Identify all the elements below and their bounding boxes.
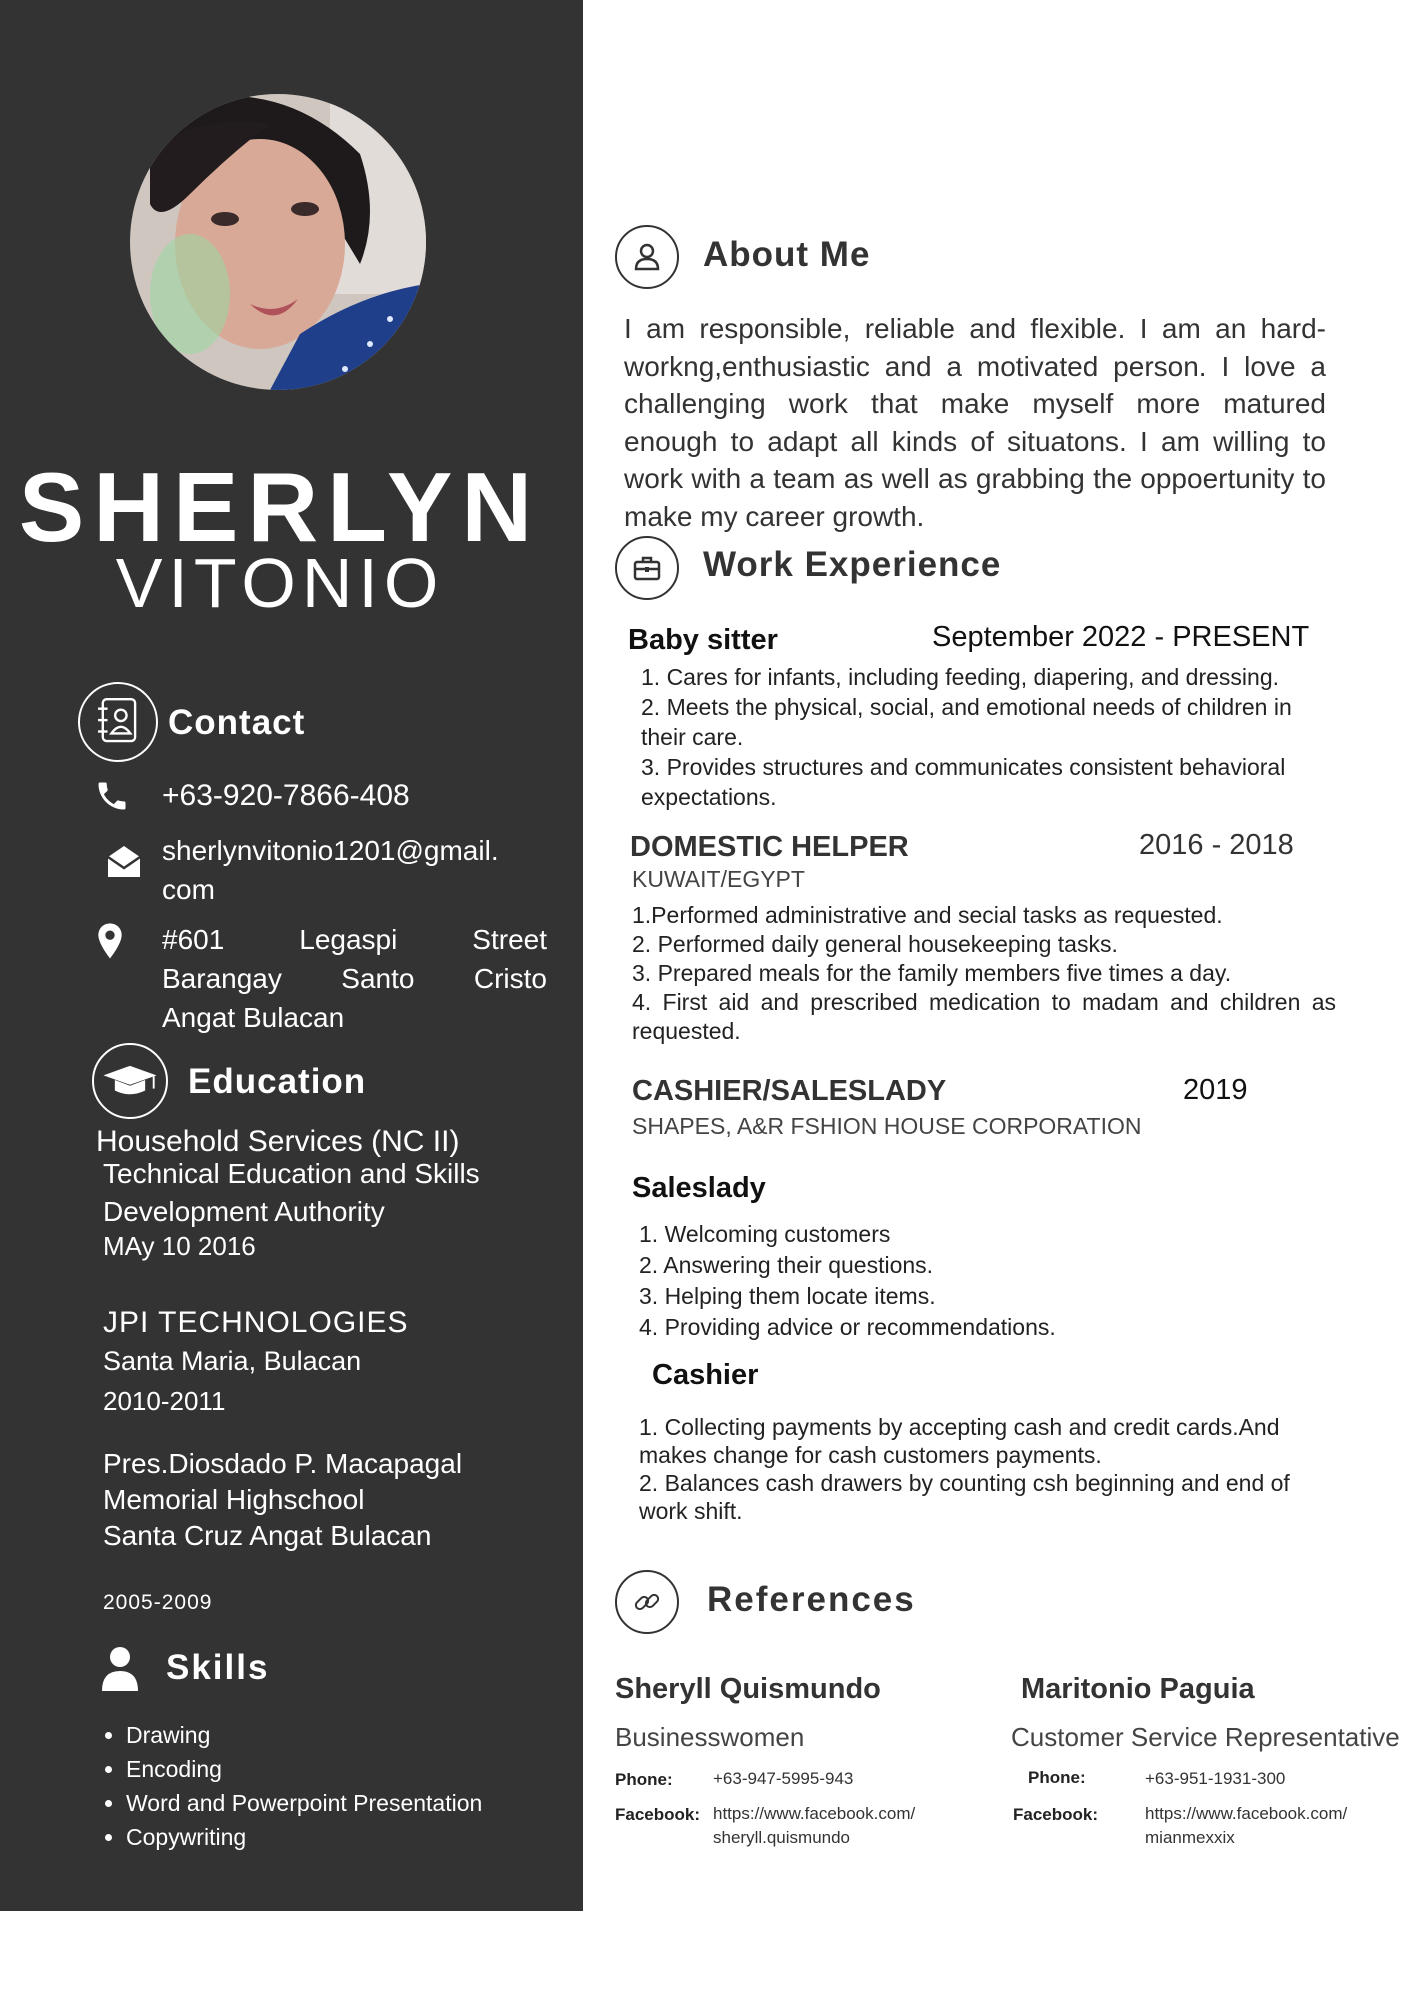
job-2-location: KUWAIT/EGYPT — [632, 866, 805, 892]
phone-icon — [94, 776, 132, 818]
education-2-location: Santa Maria, Bulacan — [103, 1346, 362, 1376]
contact-phone: +63-920-7866-408 — [162, 779, 410, 812]
skill-item: • Encoding — [126, 1752, 482, 1786]
job-2-duties — [632, 901, 1336, 1046]
job-1-title: Baby sitter — [628, 624, 778, 656]
last-name: VITONIO — [115, 544, 445, 622]
list-item: 2. Performed daily general housekeeping tasks. — [632, 931, 1118, 957]
list-item: 3. Provides structures and communicates consistent behavioral expectations. — [641, 754, 1286, 810]
about-text: I am responsible, reliable and flexible. I am an hard-workng,enthusiastic and a motivated person. I love a challenging work that make myself more matured enough to adapt all kinds of situatons. I am willing to work with a team as well as grabbing the oppoertunity to make my career growth. — [624, 313, 1326, 532]
ref-2-phone: +63-951-1931-300 — [1145, 1769, 1286, 1788]
user-icon — [615, 225, 679, 289]
address-line-1: #601 Legaspi Street — [162, 924, 547, 955]
profile-photo — [130, 94, 426, 390]
skill-item: • Copywriting — [126, 1820, 482, 1854]
contact-email-line1: sherlynvitonio1201@gmail. — [162, 835, 499, 866]
ref-2-phone-label: Phone: — [1028, 1768, 1086, 1787]
ref-2-role: Customer Service Representative — [1011, 1722, 1400, 1752]
ref-2-name: Maritonio Paguia — [1021, 1673, 1255, 1705]
work-heading: Work Experience — [703, 545, 1002, 584]
ref-1-phone: +63-947-5995-943 — [713, 1769, 854, 1788]
list-item: 2. Balances cash drawers by counting csh beginning and end of work shift. — [639, 1470, 1290, 1524]
about-heading: About Me — [703, 235, 871, 274]
ref-1-facebook-label: Facebook: — [615, 1805, 701, 1824]
contact-email — [162, 831, 499, 909]
address-line-3: Angat Bulacan — [162, 1002, 345, 1033]
ref-1-facebook: https://www.facebook.com/ sheryll.quismundo — [713, 1804, 916, 1847]
contact-address — [162, 920, 547, 1037]
education-2-date: 2010-2011 — [103, 1386, 226, 1416]
ref-1-name: Sheryll Quismundo — [615, 1673, 881, 1705]
skills-list — [100, 1718, 482, 1854]
job-3-date: 2019 — [1183, 1074, 1248, 1106]
location-pin-icon — [96, 922, 126, 962]
education-1-school: Technical Education and Skills Development Authority — [103, 1158, 480, 1227]
job-1-duties — [641, 662, 1341, 812]
list-item: 2. Meets the physical, social, and emotional needs of children in their care. — [641, 694, 1292, 750]
skill-item: • Drawing — [126, 1718, 482, 1752]
education-1-date: MAy 10 2016 — [103, 1231, 256, 1261]
saleslady-duties — [639, 1219, 1056, 1343]
graduation-cap-icon — [92, 1043, 168, 1119]
education-heading: Education — [188, 1062, 367, 1101]
job-1-date: September 2022 - PRESENT — [932, 621, 1310, 653]
education-2-title: JPI TECHNOLOGIES — [103, 1306, 409, 1339]
contact-heading: Contact — [168, 703, 306, 742]
education-1-title: Household Services (NC II) — [96, 1125, 460, 1158]
list-item: 3. Prepared meals for the family members five times a day. — [632, 960, 1232, 986]
link-icon — [615, 1570, 679, 1634]
list-item: 1. Collecting payments by accepting cash and credit cards.And makes change for cash customers payments. — [639, 1414, 1280, 1468]
job-3-location: SHAPES, A&R FSHION HOUSE CORPORATION — [632, 1113, 1142, 1139]
ref-2-facebook: https://www.facebook.com/ mianmexxix — [1145, 1804, 1348, 1847]
list-item: 4. First aid and prescribed medication to madam and children as requested. — [632, 989, 1336, 1044]
cashier-heading: Cashier — [652, 1359, 759, 1391]
list-item: 2. Answering their questions. — [639, 1252, 934, 1278]
references-heading: References — [707, 1580, 916, 1619]
job-3-title: CASHIER/SALESLADY — [632, 1075, 947, 1107]
cashier-duties — [639, 1413, 1319, 1525]
email-icon — [104, 843, 144, 879]
ref-1-role: Businesswomen — [615, 1722, 805, 1752]
contact-book-icon — [78, 682, 158, 762]
ref-2-facebook-label: Facebook: — [1013, 1805, 1099, 1824]
job-2-date: 2016 - 2018 — [1139, 829, 1294, 861]
briefcase-icon — [615, 536, 679, 600]
list-item: 1. Cares for infants, including feeding, diapering, and dressing. — [641, 664, 1280, 690]
skill-item: • Word and Powerpoint Presentation — [126, 1786, 482, 1820]
education-3-date: 2005-2009 — [103, 1591, 213, 1614]
education-3-school: Pres.Diosdado P. Macapagal Memorial Highschool Santa Cruz Angat Bulacan — [103, 1448, 463, 1551]
list-item: 1. Welcoming customers — [639, 1221, 891, 1247]
saleslady-heading: Saleslady — [632, 1172, 766, 1204]
list-item: 4. Providing advice or recommendations. — [639, 1314, 1056, 1340]
first-name: SHERLYN — [18, 452, 542, 562]
job-2-title: DOMESTIC HELPER — [630, 831, 909, 863]
ref-1-phone-label: Phone: — [615, 1770, 673, 1789]
list-item: 3. Helping them locate items. — [639, 1283, 936, 1309]
list-item: 1.Performed administrative and secial tasks as requested. — [632, 902, 1223, 928]
address-line-2: Barangay Santo Cristo — [162, 963, 547, 994]
person-icon — [100, 1645, 140, 1693]
skills-heading: Skills — [166, 1648, 270, 1687]
contact-email-line2: com — [162, 874, 215, 905]
